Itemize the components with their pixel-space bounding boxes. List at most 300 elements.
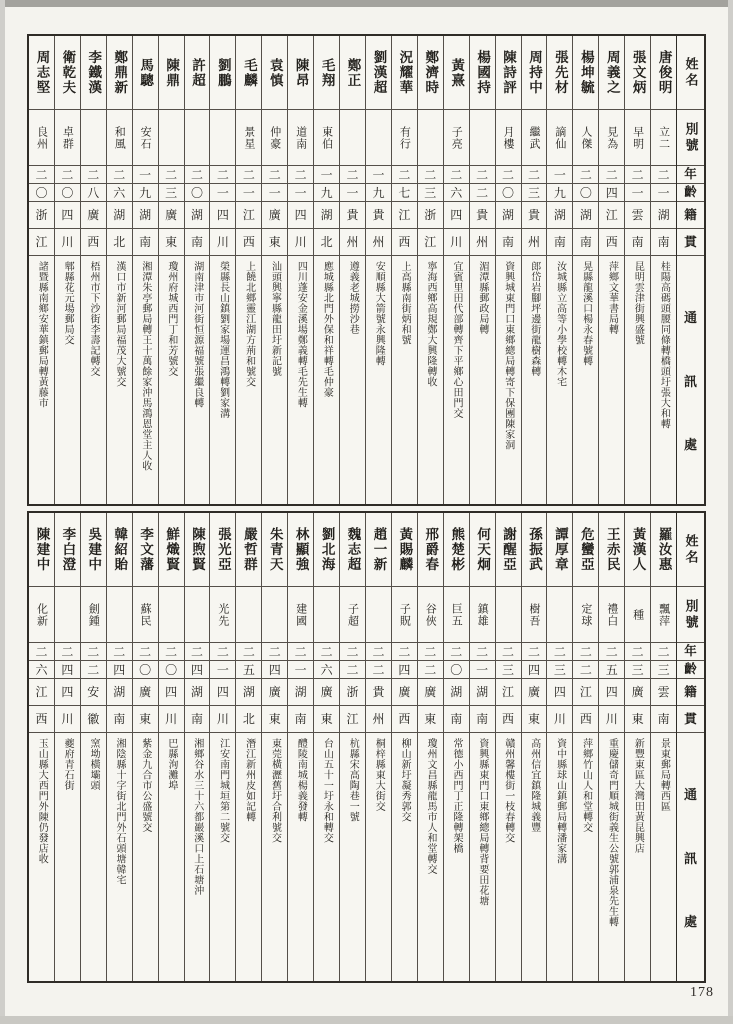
person-alias: 樹吾 <box>527 602 540 627</box>
person-origin-first-cell <box>340 202 365 229</box>
person-origin-first: 浙 <box>346 685 359 699</box>
person-age-tens-cell <box>547 166 572 184</box>
person-age-tens: 二 <box>527 167 540 182</box>
person-name: 毛翔 <box>319 57 335 88</box>
person-address: 萍鄉竹山人和堂轉交 <box>580 738 592 833</box>
person-age-tens-cell <box>236 166 261 184</box>
person-origin-first-cell <box>625 202 650 229</box>
person-alias-cell <box>340 110 365 166</box>
person-age-tens: 二 <box>165 167 178 182</box>
person-origin-second-cell <box>159 229 184 256</box>
person-name-cell <box>366 513 391 587</box>
person-age-ones-cell <box>625 661 650 679</box>
person-alias-cell <box>599 587 624 643</box>
person-origin-first: 四 <box>553 685 566 699</box>
person-name-cell <box>55 36 80 110</box>
person-address: 玉山縣大西門外陳仍發店收 <box>36 738 48 864</box>
scan-edge-right <box>728 0 733 1024</box>
person-origin-first-cell <box>470 202 495 229</box>
header-address-cell <box>677 256 704 504</box>
person-address: 榮縣長山鎮劉家場運昌鴻轉劉家溝 <box>217 261 229 419</box>
person-alias: 飄萍 <box>657 602 670 627</box>
person-alias: 化新 <box>35 602 48 627</box>
person-address: 台山五十一圩永和轉交 <box>321 738 333 843</box>
person-column <box>469 513 495 981</box>
person-age-tens: 二 <box>398 167 411 182</box>
person-address-cell <box>185 256 210 504</box>
person-origin-second: 西 <box>605 235 618 249</box>
person-age-ones: 六 <box>320 662 333 677</box>
person-name: 劉漢超 <box>371 50 387 95</box>
person-origin-first-cell <box>159 202 184 229</box>
person-age-ones-cell <box>107 661 132 679</box>
person-origin-second-cell <box>210 229 235 256</box>
person-origin-first: 湖 <box>476 685 489 699</box>
person-column <box>521 513 547 981</box>
person-origin-first: 湖 <box>190 685 203 699</box>
person-origin-first: 江 <box>242 208 255 222</box>
person-address: 高州信宜鎮隆城義豐 <box>528 738 540 833</box>
person-age-tens: 二 <box>527 644 540 659</box>
person-origin-first: 雲 <box>631 208 644 222</box>
person-age-ones-cell <box>366 661 391 679</box>
person-name: 羅汝惠 <box>656 527 672 572</box>
person-origin-first-cell <box>236 679 261 706</box>
person-name-cell <box>496 513 521 587</box>
person-age-tens-cell <box>107 166 132 184</box>
person-origin-first-cell <box>599 202 624 229</box>
person-address-cell <box>444 733 469 981</box>
person-alias-cell <box>55 587 80 643</box>
person-origin-first: 江 <box>502 685 515 699</box>
person-age-tens: 二 <box>190 644 203 659</box>
person-age-tens: 二 <box>87 167 100 182</box>
person-alias-cell <box>418 587 443 643</box>
person-age-tens: 二 <box>450 644 463 659</box>
person-age-tens: 二 <box>476 167 489 182</box>
person-origin-first: 湖 <box>294 685 307 699</box>
person-origin-second-cell <box>236 706 261 733</box>
person-name-cell <box>366 36 391 110</box>
person-age-tens-cell <box>496 643 521 661</box>
person-age-ones: 〇 <box>502 185 515 200</box>
header-origin-char-cell <box>677 679 704 706</box>
person-alias: 繼武 <box>527 125 540 150</box>
person-age-ones-cell <box>599 661 624 679</box>
person-origin-first-cell <box>159 679 184 706</box>
person-alias-cell <box>133 110 158 166</box>
person-name: 黃熹 <box>449 57 465 88</box>
person-name-cell <box>262 36 287 110</box>
person-age-tens-cell <box>55 643 80 661</box>
person-column <box>184 36 210 504</box>
person-age-tens-cell <box>29 643 54 661</box>
person-origin-second-cell <box>496 706 521 733</box>
person-address-cell <box>547 256 572 504</box>
person-column <box>495 36 521 504</box>
person-origin-second-cell <box>29 706 54 733</box>
person-address-cell <box>81 256 106 504</box>
person-alias-cell <box>547 587 572 643</box>
person-origin-first-cell <box>262 202 287 229</box>
person-address: 資興縣東門口東鄉總局轉背要田花塘 <box>476 738 488 906</box>
person-origin-first-cell <box>262 679 287 706</box>
person-address-cell <box>314 733 339 981</box>
person-address: 汕頭興寧縣龍田圩新記號 <box>269 261 281 377</box>
header-address-char: 處 <box>684 437 698 453</box>
person-alias-cell <box>288 587 313 643</box>
person-origin-first-cell <box>444 679 469 706</box>
person-column <box>598 513 624 981</box>
person-age-tens-cell <box>159 643 184 661</box>
person-origin-first-cell <box>81 202 106 229</box>
person-age-tens-cell <box>392 166 417 184</box>
person-age-ones: 九 <box>139 185 152 200</box>
person-origin-first: 安 <box>87 685 100 699</box>
person-name-cell <box>392 36 417 110</box>
person-origin-second-cell <box>185 229 210 256</box>
person-age-ones: 四 <box>61 662 74 677</box>
person-origin-second-cell <box>340 229 365 256</box>
person-column <box>184 513 210 981</box>
person-age-ones-cell <box>547 661 572 679</box>
person-origin-first-cell <box>418 202 443 229</box>
person-origin-second: 南 <box>294 712 307 726</box>
person-name: 魏志超 <box>345 527 361 572</box>
person-alias-cell <box>470 110 495 166</box>
person-origin-second-cell <box>262 229 287 256</box>
person-address: 昆明雲津街興盛號 <box>632 261 644 345</box>
person-column <box>54 513 80 981</box>
person-name: 況耀華 <box>397 50 413 95</box>
person-name: 韓紹貽 <box>112 527 128 572</box>
person-origin-first: 湖 <box>502 208 515 222</box>
person-age-tens: 二 <box>398 644 411 659</box>
person-alias: 巨五 <box>450 602 463 627</box>
person-address: 寧海西鄉高規鄭大興隆轉收 <box>425 261 437 387</box>
person-name-cell <box>547 513 572 587</box>
person-name-cell <box>599 36 624 110</box>
person-name: 黃賜麟 <box>397 527 413 572</box>
person-name: 孫振武 <box>526 527 542 572</box>
person-name-cell <box>340 513 365 587</box>
person-address-cell <box>314 256 339 504</box>
person-origin-second: 西 <box>579 712 592 726</box>
person-column <box>287 36 313 504</box>
person-alias-cell <box>236 587 261 643</box>
person-origin-first-cell <box>55 679 80 706</box>
person-address-cell <box>392 733 417 981</box>
person-origin-second: 西 <box>502 712 515 726</box>
person-address-cell <box>444 256 469 504</box>
person-column <box>624 513 650 981</box>
person-address: 應城縣北門外保和祥轉毛仲豪 <box>321 261 333 398</box>
person-name-cell <box>314 513 339 587</box>
person-age-ones: 四 <box>268 662 281 677</box>
person-origin-second-cell <box>392 229 417 256</box>
person-age-ones: 六 <box>450 185 463 200</box>
person-age-tens: 二 <box>320 644 333 659</box>
person-column <box>261 513 287 981</box>
person-origin-second-cell <box>625 706 650 733</box>
person-address: 杭縣宋高陶巷一號 <box>347 738 359 822</box>
person-origin-first: 湖 <box>320 208 333 222</box>
person-origin-second-cell <box>210 706 235 733</box>
person-name-cell <box>262 513 287 587</box>
person-age-ones: 三 <box>527 185 540 200</box>
person-alias: 人傑 <box>579 125 592 150</box>
person-age-ones: 三 <box>165 185 178 200</box>
person-name: 李鐵漢 <box>86 50 102 95</box>
person-name-cell <box>547 36 572 110</box>
person-address-cell <box>55 733 80 981</box>
directory-table-top <box>27 34 706 506</box>
person-address: 郫縣花元場郵局交 <box>62 261 74 345</box>
person-name-cell <box>29 513 54 587</box>
person-address: 重慶儲奇門順城街義生公號郭浦泉先生轉 <box>606 738 618 927</box>
person-alias-cell <box>444 110 469 166</box>
person-name-cell <box>236 513 261 587</box>
person-age-tens: 二 <box>346 167 359 182</box>
person-name-cell <box>444 36 469 110</box>
person-origin-first: 廣 <box>631 685 644 699</box>
header-origin-char-cell <box>677 202 704 229</box>
person-origin-second-cell <box>81 706 106 733</box>
person-name-cell <box>185 36 210 110</box>
header-alias-cell <box>677 587 704 643</box>
person-alias-cell <box>392 587 417 643</box>
person-age-tens-cell <box>314 166 339 184</box>
person-age-tens: 二 <box>35 644 48 659</box>
person-age-tens-cell <box>133 166 158 184</box>
person-age-tens: 二 <box>424 167 437 182</box>
person-age-tens-cell <box>573 166 598 184</box>
person-address: 景東郵局轉西區 <box>658 738 670 812</box>
person-name-cell <box>470 513 495 587</box>
header-origin-char: 籍 <box>684 207 697 222</box>
person-origin-first: 廣 <box>268 208 281 222</box>
person-age-tens: 二 <box>242 167 255 182</box>
person-alias-cell <box>29 110 54 166</box>
header-age-char-cell <box>677 184 704 202</box>
person-age-tens-cell <box>340 166 365 184</box>
person-age-ones-cell <box>522 661 547 679</box>
header-age-char: 年 <box>684 644 697 659</box>
person-address: 梧州市下沙街李壽記轉交 <box>88 261 100 377</box>
person-alias-cell <box>81 587 106 643</box>
person-column <box>313 36 339 504</box>
person-column <box>80 513 106 981</box>
person-origin-first: 廣 <box>424 685 437 699</box>
person-origin-first: 湖 <box>579 208 592 222</box>
person-age-ones: 二 <box>87 662 100 677</box>
person-address: 紫金九合市公盛號交 <box>139 738 151 833</box>
person-origin-first-cell <box>210 202 235 229</box>
person-origin-second: 南 <box>657 235 670 249</box>
person-age-ones-cell <box>418 661 443 679</box>
person-age-tens: 二 <box>605 167 618 182</box>
person-name-cell <box>625 36 650 110</box>
person-origin-second-cell <box>470 229 495 256</box>
person-origin-first: 廣 <box>320 685 333 699</box>
person-age-ones: 三 <box>657 662 670 677</box>
person-column <box>80 36 106 504</box>
person-age-ones: 六 <box>113 185 126 200</box>
person-age-tens: 二 <box>579 644 592 659</box>
person-origin-second-cell <box>625 229 650 256</box>
person-origin-second: 南 <box>631 235 644 249</box>
person-origin-first-cell <box>133 202 158 229</box>
person-origin-second: 西 <box>87 235 100 249</box>
person-name: 許超 <box>189 57 205 88</box>
person-age-tens-cell <box>599 643 624 661</box>
person-age-tens: 二 <box>87 644 100 659</box>
person-origin-first-cell <box>185 679 210 706</box>
person-age-ones-cell <box>340 184 365 202</box>
header-address-char: 訊 <box>684 373 698 389</box>
person-age-tens: 一 <box>139 167 152 182</box>
person-column <box>132 513 158 981</box>
person-age-tens: 二 <box>424 644 437 659</box>
person-origin-second: 北 <box>320 235 333 249</box>
person-age-ones-cell <box>262 661 287 679</box>
person-origin-second-cell <box>288 229 313 256</box>
person-origin-first-cell <box>133 679 158 706</box>
person-origin-second-cell <box>340 706 365 733</box>
person-address: 醴陵南城楊義發轉 <box>295 738 307 822</box>
person-age-ones-cell <box>470 184 495 202</box>
person-column <box>235 513 261 981</box>
person-age-tens: 二 <box>216 644 229 659</box>
person-age-ones-cell <box>81 184 106 202</box>
person-name: 李文藩 <box>138 527 154 572</box>
person-age-ones: 三 <box>424 185 437 200</box>
person-name: 劉鵬 <box>215 57 231 88</box>
person-origin-first: 湖 <box>190 208 203 222</box>
person-origin-first: 貴 <box>346 208 359 222</box>
person-address-cell <box>29 256 54 504</box>
person-origin-second: 川 <box>216 712 229 726</box>
person-address: 遵義老城撈沙巷 <box>347 261 359 335</box>
person-origin-first-cell <box>314 202 339 229</box>
person-name: 李白澄 <box>60 527 76 572</box>
person-age-tens: 一 <box>320 167 333 182</box>
person-name: 毛麟 <box>241 57 257 88</box>
person-origin-second: 北 <box>242 712 255 726</box>
person-name-cell <box>81 36 106 110</box>
person-address-cell <box>340 733 365 981</box>
person-address-cell <box>625 733 650 981</box>
person-alias: 安石 <box>139 125 152 150</box>
person-name-cell <box>185 513 210 587</box>
person-name: 劉北海 <box>319 527 335 572</box>
person-origin-second: 東 <box>268 712 281 726</box>
person-address-cell <box>573 733 598 981</box>
person-origin-first: 江 <box>579 685 592 699</box>
header-alias-label: 別號 <box>683 598 699 631</box>
person-alias-cell <box>81 110 106 166</box>
person-origin-first-cell <box>522 679 547 706</box>
person-name: 馬驄 <box>138 57 154 88</box>
person-age-tens-cell <box>107 643 132 661</box>
person-alias-cell <box>262 110 287 166</box>
person-origin-second: 東 <box>165 235 178 249</box>
person-age-ones-cell <box>159 184 184 202</box>
person-origin-second: 西 <box>398 235 411 249</box>
person-age-tens: 二 <box>657 167 670 182</box>
person-origin-second: 南 <box>579 235 592 249</box>
person-address: 汝城縣立高等小學校轉木宅 <box>554 261 566 387</box>
person-address-cell <box>599 256 624 504</box>
person-name: 黃漢人 <box>630 527 646 572</box>
person-origin-first: 湖 <box>242 685 255 699</box>
person-origin-second: 東 <box>631 712 644 726</box>
person-alias-cell <box>418 110 443 166</box>
person-age-ones: 四 <box>605 185 618 200</box>
person-origin-second-cell <box>133 229 158 256</box>
person-origin-second-cell <box>547 706 572 733</box>
person-origin-first: 貴 <box>372 208 385 222</box>
person-name: 鮮熾賢 <box>164 527 180 572</box>
person-age-ones: 七 <box>398 185 411 200</box>
person-alias: 蘇民 <box>139 602 152 627</box>
person-origin-second-cell <box>444 706 469 733</box>
header-age-char-cell <box>677 661 704 679</box>
person-alias: 見為 <box>605 125 618 150</box>
person-name-cell <box>210 36 235 110</box>
person-origin-second-cell <box>236 229 261 256</box>
person-address: 潛江新州皮如記轉 <box>243 738 255 822</box>
person-origin-first-cell <box>185 202 210 229</box>
person-address: 晃縣龍溪口楊永春號轉 <box>580 261 592 366</box>
person-age-tens: 二 <box>372 644 385 659</box>
person-origin-second: 南 <box>553 235 566 249</box>
person-age-tens: 二 <box>139 644 152 659</box>
person-address: 宜賓里田代部轉齊下平鄉心田門交 <box>450 261 462 419</box>
person-address: 東莞橫瀝舊圩合利號交 <box>269 738 281 843</box>
person-age-tens-cell <box>210 166 235 184</box>
person-column <box>572 513 598 981</box>
person-age-ones-cell <box>599 184 624 202</box>
person-address: 資中縣球山鎮郵局轉潘家溝 <box>554 738 566 864</box>
person-address-cell <box>418 733 443 981</box>
person-origin-second-cell <box>573 229 598 256</box>
person-age-ones: 〇 <box>165 662 178 677</box>
person-name-cell <box>340 36 365 110</box>
person-origin-second: 南 <box>450 712 463 726</box>
person-age-ones-cell <box>444 184 469 202</box>
person-alias-cell <box>573 587 598 643</box>
person-alias: 光先 <box>216 602 229 627</box>
person-address-cell <box>599 733 624 981</box>
person-address: 四川蓬安金溪場鄭義轉毛先生轉 <box>295 261 307 408</box>
person-origin-first-cell <box>29 679 54 706</box>
person-alias-cell <box>210 587 235 643</box>
person-origin-second: 東 <box>139 712 152 726</box>
person-origin-second-cell <box>133 706 158 733</box>
person-age-ones: 一 <box>242 185 255 200</box>
person-address-cell <box>496 256 521 504</box>
person-name-cell <box>314 36 339 110</box>
person-origin-first: 江 <box>35 685 48 699</box>
person-column <box>391 36 417 504</box>
person-origin-second-cell <box>599 706 624 733</box>
person-age-ones: 〇 <box>61 185 74 200</box>
person-age-ones: 一 <box>294 185 307 200</box>
person-age-tens-cell <box>599 166 624 184</box>
header-origin-char-cell <box>677 229 704 256</box>
person-age-ones-cell <box>210 184 235 202</box>
